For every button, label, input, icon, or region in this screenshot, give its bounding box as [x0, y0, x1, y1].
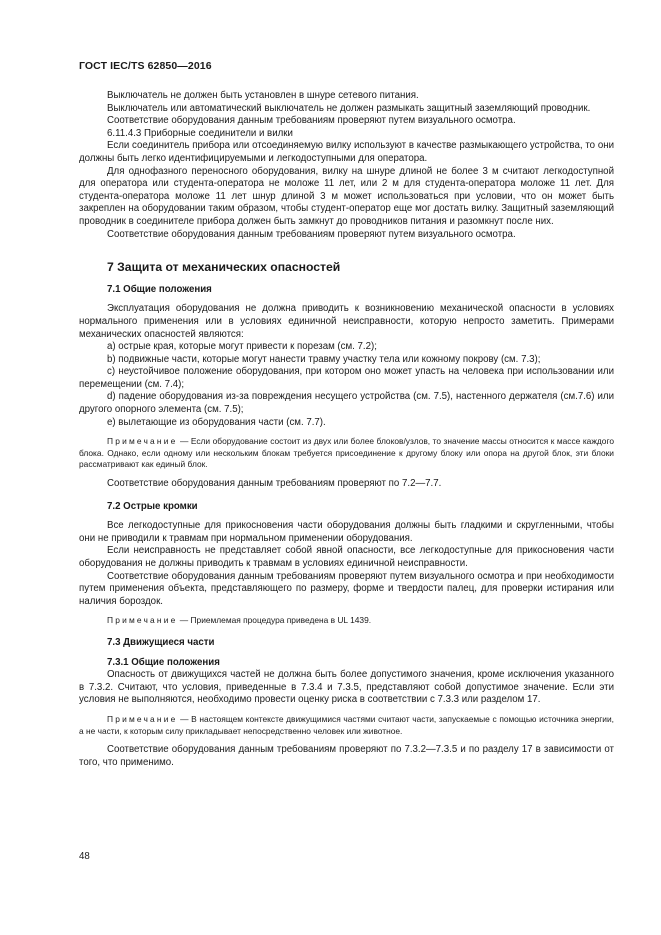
paragraph: Соответствие оборудования данным требованиям проверяют по 7.3.2—7.3.5 и по разделу 17 в зависимости от того, что применимо. — [79, 744, 614, 768]
subsection-title: 7.3 Движущиеся части — [107, 636, 215, 648]
paragraph: Все легкодоступные для прикосновения части оборудования должны быть гладкими и скругленными, чтобы они не приводили к травмам при нормальном применении оборудования. — [79, 520, 614, 544]
note-label: Примечание — [107, 436, 178, 447]
note — [79, 714, 614, 737]
note — [79, 436, 614, 471]
paragraph: Если соединитель прибора или отсоединяемую вилку используют в качестве размыкающего устройства, то они должны быть легко идентифицируемыми и легкодоступными для оператора. — [79, 140, 614, 164]
section-title: 7 Защита от механических опасностей — [107, 260, 341, 275]
paragraph: Выключатель или автоматический выключатель не должен размыкать защитный заземляющий проводник. — [107, 102, 591, 114]
paragraph: Соответствие оборудования данным требованиям проверяют путем визуального осмотра. — [107, 115, 516, 127]
list-item: a) острые края, которые могут привести к порезам (см. 7.2); — [107, 341, 377, 353]
note — [79, 615, 614, 627]
page-content — [79, 90, 614, 769]
paragraph: Соответствие оборудования данным требованиям проверяют путем визуального осмотра. — [107, 228, 516, 240]
list-item: e) вылетающие из оборудования части (см. 7.7). — [107, 416, 326, 428]
list-item: c) неустойчивое положение оборудования, при котором оно может упасть на человека при использовании или перемещении (см. 7.4); — [79, 366, 614, 390]
note-label: Примечание — [107, 713, 178, 724]
paragraph: Если неисправность не представляет собой явной опасности, все легкодоступные для прикосновения части оборудования не должны приводить к травмам в условиях единичной неисправности. — [79, 545, 614, 569]
paragraph: Эксплуатация оборудования не должна приводить к возникновению механической опасности в условиях нормального применения или в условиях единичной неисправности, которую непросто заметить. Примерами механических опасностей являются: — [79, 303, 614, 340]
subsection-title: 7.1 Общие положения — [107, 283, 212, 295]
paragraph: Для однофазного переносного оборудования, вилку на шнуре длиной не более 3 м считают легкодоступной для оператора или студента-оператора не моложе 11 лет, или 2 м для студента-оператора моложе 11 лет. Для студента-оператора моложе 11 лет шнур длиной 3 м может использоваться при условии, что он может быть закреплен на оборудовании таким образом, чтобы студент-оператор еще мог достать вилку. Защитный заземляющий проводник в соединителе прибора должен быть замкнут до проводников питания и разомкнут после них. — [79, 165, 614, 227]
page-number: 48 — [79, 851, 90, 862]
paragraph: Опасность от движущихся частей не должна быть более допустимого значения, кроме исключения указанного в 7.3.2. Считают, что условия, приведенные в 7.3.4 и 7.3.5, представляют собой допустимое значение. Если эти условия не выполняются, необходимо провести оценку риска в соответствии с 7.3.3 или разделом 17. — [79, 669, 614, 706]
clause-heading: 6.11.4.3 Приборные соединители и вилки — [107, 127, 293, 139]
list-item: b) подвижные части, которые могут нанести травму участку тела или кожному покрову (см. 7.3); — [107, 353, 541, 365]
standard-header: ГОСТ IEC/TS 62850—2016 — [79, 60, 212, 72]
paragraph: Выключатель не должен быть установлен в шнуре сетевого питания. — [107, 90, 419, 101]
clause-heading: 7.3.1 Общие положения — [107, 656, 220, 668]
note-label: Примечание — [107, 615, 178, 626]
paragraph: Соответствие оборудования данным требованиям проверяют по 7.2—7.7. — [107, 478, 442, 490]
subsection-title: 7.2 Острые кромки — [107, 500, 198, 512]
note-text: — Если оборудование состоит из двух или более блоков/узлов, то значение массы относится к массе каждого блока. Однако, если одному или нескольким блокам требуется присоединение к другому блоку или опора на другой блок, эти блоки рассматривают как единый блок. — [79, 436, 614, 470]
note-text: — В настоящем контексте движущимися частями считают части, запускаемые с помощью источника энергии, а не части, к которым силу прикладывает непосредственно человек или животное. — [79, 713, 614, 736]
note-text: — Приемлемая процедура приведена в UL 1439. — [177, 615, 372, 626]
list-item: d) падение оборудования из-за повреждения несущего устройства (см. 7.5), настенного держателя (см.7.6) или другого опорного элемента (см. 7.5); — [79, 391, 614, 416]
paragraph: Соответствие оборудования данным требованиям проверяют путем визуального осмотра и при необходимости путем применения объекта, представляющего по размеру, форме и твердости палец, для проверки истирания или наличия бороздок. — [79, 570, 614, 607]
